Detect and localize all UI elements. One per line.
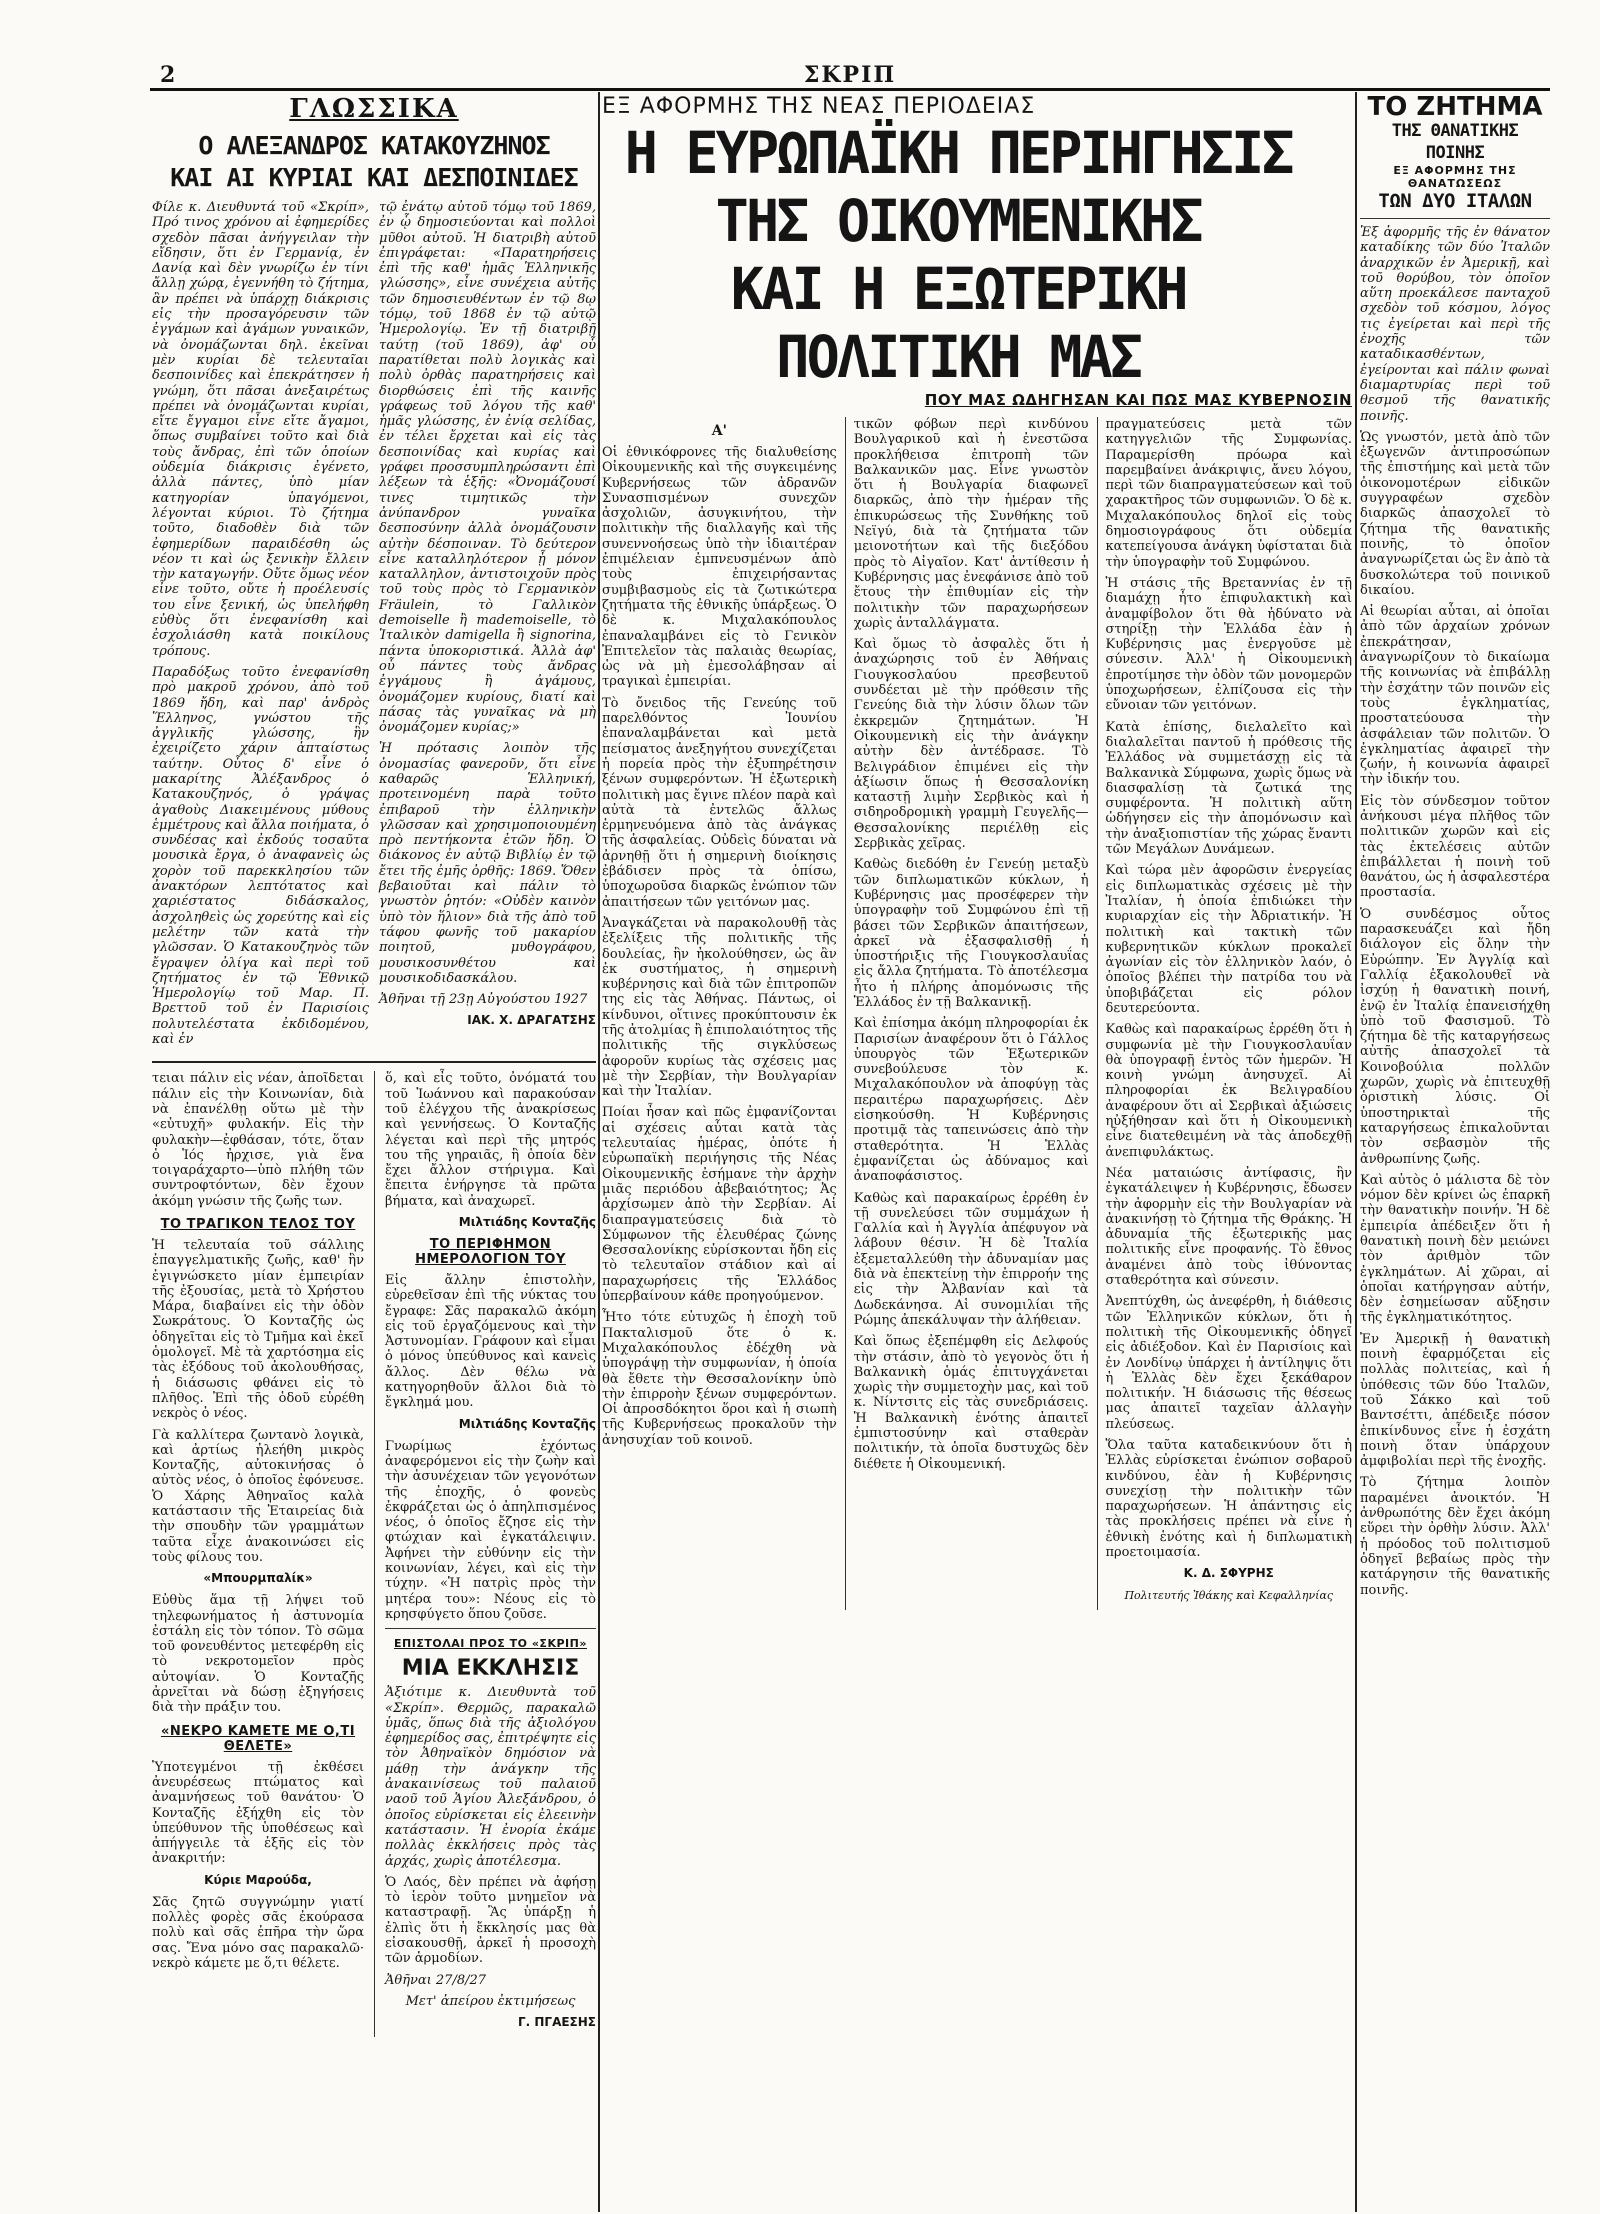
article-kicker: ΕΞ ΑΦΟΡΜΗΣ ΤΗΣ ΝΕΑΣ ΠΕΡΙΟΔΕΙΑΣ	[602, 94, 1036, 119]
article-paragraph: Ὅλα ταῦτα καταδεικνύουν ὅτι ἡ Ἑλλὰς εὑρίσκεται ἐνώπιον σοβαροῦ κινδύνου, ἐὰν ἡ Κυβέρνησις συνεχίσῃ τὴν πολιτικὴν τῶν παραχωρήσεων. Ἡ ἀπάντησις εἰς τὰς προκλήσεις πρέπει νὰ εἶνε ἡ ἐθνικὴ ἑνότης καὶ ἡ διπλωματικὴ προετοιμασία.	[1105, 1438, 1352, 1561]
article-paragraph: Εἰς τὸν σύνδεσμον τοῦτον ἀνήκουσι μέγα πλῆθος τῶν πολιτικῶν χωρῶν καὶ εἰς τὰς ἐκτελέσεις αὐτῶν ἐπιβάλλεται ἡ ποινὴ τοῦ θανάτου, ὡς ἡ ἀσφαλεστέρα προστασία.	[1360, 793, 1550, 901]
article-paragraph: Γνωρίμως ἐχόντως ἀναφερόμενοι εἰς τὴν ζωὴν καὶ τὴν ἀσυνέχειαν τῶν γεγονότων τῆς ἐποχῆς, ὁ φονεὺς ἐκφράζεται ὡς ὁ ἀπηλπισμένος νέος, ὁ ὁποῖος ἔζησε εἰς τὴν φτώχιαν καὶ ἐγκατάλειψιν. Ἀφήνει τὴν εὐθύνην εἰς τὴν κοινωνίαν, λέγει, καὶ εἰς τὴν τύχην. «Ἡ πατρὶς πρὸς τὴν μητέρα του»: Νέους εἰς τὸ κρησφύγετο ὅπου ζοῦσε.	[384, 1438, 596, 1622]
article-paragraph: πραγματεύσεις μετὰ τῶν κατηγγελιῶν τῆς Συμφωνίας. Παραμερίσθη πρόωρα καὶ παρεμβαίνει ἀνάκριψις, ἄνευ λόγου, περὶ τῶν διαπραγματεύσεων καὶ τοῦ χαρακτῆρος τῶν συμφωνιῶν. Ὁ δὲ κ. Μιχαλακόπουλος δηλοῖ εἰς τοὺς δημοσιογράφους ὅτι οὐδεμία κατεπείγουσα ἀνάγκη ὑφίσταται διὰ τὴν ὑπογραφὴν τοῦ Συμφώνου.	[1105, 417, 1352, 570]
article-kicker: ΓΛΩΣΣΙΚΑ	[289, 94, 459, 124]
article-paragraph: Νέα ματαιώσις ἀντίφασις, ἣν ἐγκατάλειψεν ἡ Κυβέρνησις, ἔδωσεν τὴν ἀφορμὴν εἰς τὴν Βουλγαρίαν νὰ ἀνακινήσῃ τὸ ζήτημα τῆς Θράκης. Ἡ ἀδυναμία τῆς ἐξωτερικῆς μας πολιτικῆς εἶνε προφανής. Τὸ ἔθνος ἀναμένει ἀπὸ τοὺς ἰθύνοντας σταθερότητα καὶ σύνεσιν.	[1105, 1165, 1352, 1289]
article-kicker: ΕΞ ΑΦΟΡΜΗΣ ΤΗΣ ΘΑΝΑΤΩΣΕΩΣ	[1393, 164, 1517, 190]
section-heading: ΤΟ ΤΡΑΓΙΚΟΝ ΤΕΛΟΣ ΤΟΥ	[160, 1217, 356, 1232]
article-paragraph: Καὶ αὐτὸς ὁ μάλιστα δὲ τὸν νόμον δὲν κρίνει ὡς ἐπαρκῆ τὴν θανατικὴν ποινήν. Ἡ δὲ ἐμπειρία ἀπέδειξεν ὅτι ἡ θανατικὴ ποινὴ δὲν μειώνει τὸν ἀριθμὸν τῶν ἐγκλημάτων. Αἱ χῶραι, αἱ ὁποῖαι κατήργησαν αὐτήν, δὲν ἐσημείωσαν αὔξησιν τῆς ἐγκληματικότητος.	[1360, 1172, 1550, 1326]
article-title: ΤΗΣ ΘΑΝΑΤΙΚΗΣ ΠΟΙΝΗΣ	[1391, 121, 1519, 163]
article-paragraph: Φίλε κ. Διευθυντά τοῦ «Σκρίπ», Πρό τινος χρόνου αἱ ἐφημερίδες σχεδὸν πᾶσαι ἀνήγγειλαν τὴν εἴδησιν, ὅτι ἐν Γερμανίᾳ, ἐν Δανίᾳ καὶ δὲν γνωρίζω ἐν τίνι ἄλλῃ χώρᾳ, ἐγεννήθη τὸ ζήτημα, ἂν πρέπει νὰ ὑπάρχῃ διάκρισις εἰς τὴν προσαγόρευσιν τῶν ἐγγάμων καὶ ἀγάμων γυναικῶν, νὰ ὀνομάζωνται δηλ. ἐκεῖναι μὲν κυρίαι δὲ τελευταῖαι δεσποινίδες καὶ ἐπεκράτησεν ἡ γνώμη, ὅτι πᾶσαι ἀνεξαιρέτως πρέπει νὰ ὀνομάζωνται κυρίαι, εἴτε ἔγγαμοι εἶνε εἴτε ἄγαμοι, ὅπως συμβαίνει τοῦτο καὶ διὰ τοὺς ἄνδρας, ἐπὶ τῶν ὁποίων οὐδεμία διάκρισις ἐγένετο, ἀλλὰ πάντες, ὑπὸ μίαν κατηγορίαν ὑπαγόμενοι, λέγονται κύριοι. Τὸ ζήτημα τοῦτο, διαδοθὲν διὰ τῶν ἐφημερίδων παραιδέσθη ὡς νέον τι καὶ ὡς ξενικὴν ἔλλειν τὴν καταγωγήν. Οὔτε ὅμως νέον εἶνε τοῦτο, οὔτε ἡ προέλευσίς του εἶνε ξενική, ὡς ὑπελήφθη εὐθὺς ὅτι ἐνεφανίσθη καὶ ἐσχολιάσθη κατὰ ποικίλους τρόπους.	[152, 200, 369, 659]
article-subtitle: ΠΟΥ ΜΑΣ ΩΔΗΓΗΣΑΝ ΚΑΙ ΠΩΣ ΜΑΣ ΚΥΒΕΡΝΟΣΙΝ	[924, 391, 1352, 409]
letter-date: Ἀθῆναι 27/8/27	[384, 1972, 487, 1988]
left-section	[152, 94, 596, 2210]
section-heading: ΤΟ ΠΕΡΙΦΗΜΟΝ ΗΜΕΡΟΛΟΓΙΟΝ ΤΟΥ	[415, 1237, 566, 1267]
article-paragraph: Εἰς ἄλλην ἐπιστολὴν, εὑρεθεῖσαν ἐπὶ τῆς νύκτας του ἔγραφε: Σᾶς παρακαλῶ ἀκόμη εἰς τοῦ ἐργαζόμενους καὶ τὴν Ἀστυνομίαν. Γράφουν καὶ εἶμαι ὁ μόνος ὑπεύθυνος καὶ κανεὶς ἄλλος. Δὲν θέλω νὰ κατηγορηθοῦν ἄλλοι διὰ τὸ ἔγκλημά μου.	[384, 1273, 596, 1411]
article-paragraph: Ὡς γνωστόν, μετὰ ἀπὸ τῶν ἐξωγενῶν ἀντιπροσώπων τῆς ἐπιστήμης καὶ μετὰ τῶν ὀικονομοτέρων εἰδικῶν συγγραφέων σχεδὸν διαρκῶς ἀπασχολεῖ τὸ ζήτημα τῆς θανατικῆς ποινῆς, τὸ ὁποῖον ἀναγνωρίζεται ὡς ἓν ἀπὸ τὰ δυσκολώτερα τοῦ ποινικοῦ δικαίου.	[1360, 429, 1550, 598]
article-paragraph: Ὁ Λαός, δὲν πρέπει νὰ ἀφήσῃ τὸ ἱερὸν τοῦτο μνημεῖον νὰ καταστραφῇ. Ἂς ὑπάρξῃ ἡ ἐλπὶς ὅτι ἡ ἔκκλησίς μας θὰ εἰσακουσθῇ, ἀρκεῖ ἡ προσοχὴ τῶν ἁρμοδίων.	[384, 1874, 596, 1967]
title-rule	[1360, 218, 1550, 219]
section-heading: «ΝΕΚΡΟ ΚΑΜΕΤΕ ΜΕ Ο,ΤΙ ΘΕΛΕΤΕ»	[160, 1723, 356, 1754]
article-paragraph: Εὐθὺς ἅμα τῇ λήψει τοῦ τηλεφωνήματος ἡ ἀστυνομία ἐστάλη εἰς τὸν τόπον. Τὸ σῶμα τοῦ φονευθέντος μετεφέρθη εἰς τὸ νεκροτομεῖον πρὸς αὐτοψίαν. Ὁ Κονταζῆς ἀρνεῖται νὰ δώσῃ ἐξηγήσεις διὰ τὴν πράξιν του.	[152, 1593, 364, 1716]
article-paragraph: Καὶ ἐπίσημα ἀκόμη πληροφορίαι ἐκ Παρισίων ἀναφέρουν ὅτι ὁ Γάλλος ὑπουργὸς τῶν Ἐξωτερικῶν συνεβούλευσε τὸν κ. Μιχαλακόπουλον νὰ ἀποφύγῃ τὰς περαιτέρω παραχωρήσεις. Δὲν εἰσηκούσθη. Ἡ Κυβέρνησις προτιμᾷ τὰς ταπεινώσεις ἀπὸ τὴν σταθερότητα. Ἡ Ἑλλὰς ἐμφανίζεται ὡς ἀδύναμος καὶ ἀναποφάσιστος.	[853, 1016, 1089, 1185]
article-title: ΚΑΙ ΑΙ ΚΥΡΙΑΙ ΚΑΙ ΔΕΣΠΟΙΝΙΔΕΣ	[170, 163, 578, 192]
letter-right	[379, 200, 596, 1053]
letter-signature: ΙΑΚ. Χ. ΔΡΑΓΑΤΣΗΣ	[467, 1013, 596, 1028]
article-paragraph: Καὶ ὅμως τὸ ἀσφαλὲς ὅτι ἡ ἀναχώρησις τοῦ ἐν Ἀθήναις Γιουγκοσλαύου πρεσβευτοῦ συνδέεται μὲ τὴν πρόθεσιν τῆς Γενεύης διὰ τὴν λύσιν ὅλων τῶν ἐκκρεμῶν ζητημάτων. Ἡ Οἰκουμενικὴ εἰς τὴν ἀνάγκην αὐτὴν δὲν ἀντέδρασε. Τὸ Βελιγράδιον ἐπιμένει εἰς τὴν ἀξίωσιν ὅπως ἡ Θεσσαλονίκη καταστῇ λιμὴν Σερβικὸς καὶ ἡ σιδηροδρομικὴ γραμμὴ Γευγελῆς—Θεσσαλονίκης περιέλθῃ εἰς Σερβικὰς χεῖρας.	[853, 637, 1089, 852]
article-paragraph: Ποίαι ἦσαν καὶ πῶς ἐμφανίζονται αἱ σχέσεις αὗται κατὰ τὰς τελευταίας ἡμέρας, ὁπότε ἡ εὐρωπαϊκὴ περιήγησις τῆς Νέας Οἰκουμενικῆς ἐσήμανε τὴν ἀρχὴν μιᾶς περιόδου ἀβεβαιότητος; Ἀς ἀρχίσωμεν ἀπὸ τὴν Σερβίαν. Αἱ διαπραγματεύσεις διὰ τὸ Σύμφωνον τῆς ἐλευθέρας ζώνης Θεσσαλονίκης εὑρίσκονται ἤδη εἰς τὸ τελευταῖον στάδιον καὶ αἱ παραχωρήσεις τῆς Ἑλλάδος ὑπερβαίνουν κάθε προηγούμενον.	[602, 1105, 837, 1305]
signature: Μιλτιάδης Κονταζῆς	[458, 1215, 596, 1229]
article-paragraph: Ἡ πρότασις λοιπὸν τῆς ὀνομασίας φανεροῦν, ὅτι εἶνε καθαρῶς Ἑλληνική, προτεινομένη παρὰ τοῦτο ἐπιβαροῦ τὴν ἑλληνικὴν γλῶσσαν καὶ χρησιμοποιουμένη πρὸ πεντήκοντα ἐτῶν ἤδη. Ὁ διάκονος ἐν αὐτῷ Βιβλίῳ ἐν τῷ ἔτει τῆς ἐμῆς ὀρθῆς: 1869. Ὅθεν βεβαιοῦται καὶ πάλιν τὸ γνωστὸν ῥητόν: «Οὐδὲν καινὸν ὑπὸ τὸν ἥλιον» διὰ τῆς ἀπὸ τοῦ τάφου φωνῆς τοῦ μακαρίου ποιητοῦ, μυθογράφου, μουσικοσυνθέτου καὶ μουσικοδιδασκάλου.	[379, 741, 596, 986]
lower-columns	[152, 1071, 596, 2037]
inner-divider	[845, 417, 846, 1610]
article-paragraph: τῷ ἐνάτῳ αὐτοῦ τόμῳ τοῦ 1869, ἐν ᾧ δημοσιεύονται καὶ πολλοὶ μῦθοι αὐτοῦ. Ἡ διατριβὴ αὐτοῦ ἐπιγράφεται: «Παρατηρήσεις ἐπὶ τῆς καθ' ἡμᾶς Ἑλληνικῆς γλώσσης», εἶνε συνέχεια αὐτῆς τῶν δημοσιευθέντων ἐν τῷ 8ῳ τόμῳ, τοῦ 1868 ἐν τῷ αὐτῷ Ἡμερολογίῳ. Ἐν τῇ διατριβῇ ταύτῃ (τοῦ 1869), ἀφ' οὗ παρατίθεται πολὺ λογικὰς καὶ πολὺ ὀρθὰς παρατηρήσεις καὶ διορθώσεις ἐπὶ τῆς καινῆς γράφεως τοῦ λόγου τῆς καθ' ἡμᾶς γλώσσης, ἐν ἐνίᾳ σελίδας, ἐν τέλει ἔρχεται καὶ εἰς τὰς δεσποινίδας καὶ κυρίας καὶ γράφει προσσυμπληρώσαντι ἐπὶ λέξεων τὰ ἑξῆς: «Ὀνομάζουσί τινες τιμητικῶς τὴν ἀνύπανδρον γυναῖκα δεσποσύνην ἀλλὰ ὀνομάζουσιν αὐτὴν δέσποιναν. Τὸ δεύτερον εἶνε καταλληλότερον ᾗ μόνον καταλληλον, ἀντιστοιχοῦν πρὸς τοῦ τοὺς πρὸς τὸ Γερμανικὸν Fräulein, τὸ Γαλλικὸν demoiselle ἢ mademoiselle, τὸ Ἰταλικὸν damigella ἢ signorina, πάντα ὑποκοριστικά. Ἀλλὰ ἀφ' οὗ πάντες τοὺς ἄνδρας ἐγγάμους ἢ ἀγάμους, ὀνομάζομεν κυρίους, διατί καὶ πάσας τὰς γυναῖκας νὰ μὴ ὀνομάζομεν κυρίας;»	[379, 200, 596, 736]
article-paragraph: Ἡ τελευταία τοῦ σάλλιης ἐπαγγελματικῆς ζωῆς, καθ' ἣν ἐγιγνώσκετο μίαν ἐμπειρίαν τῆς ἐξουσίας, μετὰ τὸ Χρήστου Μάρα, διαβαίνει εἰς τὴν ὁδὸν Σωκράτους. Ὁ Κονταζῆς ὡς ὁδηγεῖται εἰς τὸ Τμῆμα καὶ ἐκεῖ ὁμολογεῖ. Μὲ τὰ χαρτόσημα εἰς τὰς ἐξόδους τοῦ ἀκολουθήσας, ἡ διάσωσις φθάνει εἰς τὸ πλῆθος. Ἐπὶ τῆς ὁδοῦ εὑρέθη νεκρὸς ὁ νέος.	[152, 1238, 364, 1422]
lower-right	[385, 1071, 596, 2037]
signature: Γ. ΠΓΑΕΣΗΣ	[518, 2015, 596, 2030]
article-paragraph: ὅ, καὶ εἶς τοῦτο, ὀνόματά του τοῦ Ἰωάννου καὶ παρακούσαν τοῦ ἐλέγχου τῆς ἀνακρίσεως καὶ γεννήσεως. Ὁ Κονταζῆς λέγεται καὶ περὶ τῆς μητρός του τῆς γηραιᾶς, ἣ ὁποία δὲν ἔχει ἄλλον στήριγμα. Καὶ ἔπειτα ἐνήργησε τὰ πρῶτα βήματα, καὶ ἀναχωρεῖ.	[384, 1071, 596, 1209]
article-paragraph: Γὰ καλλίτερα ζωντανὸ λογικὰ, καὶ ἀρτίως ἠλεήθη μικρὸς Κονταζῆς, αὐτοκινήσας ὁ αὐτὸς νέος, ὁ ὁποῖος ἐφόνευσε. Ὁ Χάρης Ἀθηναῖος καλὰ κατάστασιν τῆς Ἐταιρείας διὰ τὴν σπουδὴν τῶν γραμμάτων ταῦτα εἶχε ἀνακοινώσει εἰς τοὺς φίλους του.	[152, 1427, 364, 1565]
article-paragraph: Καθὼς διεδόθη ἐν Γενεύῃ μεταξὺ τῶν διπλωματικῶν κύκλων, ἡ Κυβέρνησις μας προσέφερεν τὴν ὑπογραφὴν τοῦ Συμφώνου ἐπὶ τῇ βάσει τῶν Σερβικῶν ἀπαιτήσεων, ἀρκεῖ νὰ ἐξασφαλισθῇ ἡ ὑποστήριξις τῆς Γιουγκοσλαυΐας εἰς ἄλλα ζητήματα. Τὸ ἀποτέλεσμα ἦτο ἡ πλήρης ἀπομόνωσις τῆς Ἑλλάδος ἐν τῇ Βαλκανικῇ.	[853, 857, 1089, 1010]
center-columns	[602, 417, 1352, 1610]
article-paragraph: Τὸ ζήτημα λοιπὸν παραμένει ἀνοικτόν. Ἡ ἀνθρωπότης δὲν ἔχει ἀκόμη εὕρει τὴν ὀρθὴν λύσιν. Ἀλλ' ἡ πρόοδος τοῦ πολιτισμοῦ ὁδηγεῖ βεβαίως πρὸς τὴν κατάργησιν τῆς θανατικῆς ποινῆς.	[1360, 1475, 1550, 1598]
box-title: ΕΠΙΣΤΟΛΑΙ ΠΡΟΣ ΤΟ «ΣΚΡΙΠ»	[394, 1637, 587, 1651]
salutation: Κύριε Μαρούδα,	[204, 1872, 312, 1887]
page-number: 2	[160, 62, 176, 88]
letter-left	[152, 200, 369, 1053]
article-paragraph: Τὸ ὄνειδος τῆς Γενεύης τοῦ παρελθόντος Ἰουνίου ἐπαναλαμβάνεται καὶ μετὰ πείσματος ἀνεξηγήτου συνεχίζεται ἡ πορεία πρὸς τὴν ἐξυπηρέτησιν ξένων συμφερόντων. Ἡ ἐξωτερικὴ πολιτικὴ μας ἔγινε πλέον παρὰ καὶ αὐτὰ τὰ ἐντελῶς ἄλλως ἑρμηνευόμενα ἀπὸ τὰς ἀνάγκας τῆς ἀσφαλείας. Οὐδεὶς δύναται νὰ ἀρνηθῇ ὅτι ἡ σημερινὴ διοίκησις ἐβάδισεν πρὸς τὰ ὀπίσω, ὑποχωροῦσα διαρκῶς ἐνώπιον τῶν ἀπαιτήσεων τῶν γειτόνων μας.	[602, 695, 837, 910]
article-paragraph: Καὶ τώρα μὲν ἀφορῶσιν ἐνεργείας εἰς διπλωματικὰς σχέσεις μὲ τὴν Ἰταλίαν, ἡ ὁποία ἐπιδιώκει τὴν κυριαρχίαν εἰς τὴν Ἀδριατικήν. Ἡ πολιτικὴ καὶ τακτικὴ τῶν κυβερνητικῶν κύκλων προκαλεῖ ἀγωνίαν εἰς τὸν ἑλληνικὸν λαόν, ὁ ὁποῖος βλέπει τὴν πατρίδα του νὰ ὑποβιβάζεται εἰς ρόλον δευτερεύοντα.	[1105, 863, 1352, 1016]
author-signature: Κ. Δ. ΣΦΥΡΗΣ	[1183, 1566, 1274, 1581]
article-paragraph: Αἱ θεωρίαι αὗται, αἱ ὁποῖαι ἀπὸ τῶν ἀρχαίων χρόνων ἐπεκράτησαν, ἀναγνωρίζουν τὸ δικαίωμα τῆς κοινωνίας νὰ ἐπιβάλλῃ τὴν ἐσχάτην τῶν ποινῶν εἰς τοὺς ἐγκληματίας, προστατεύουσα τὴν ἀσφάλειαν τῶν πολιτῶν. Ὁ ἐγκληματίας ἀφαιρεῖ τὴν ζωήν, ἡ κοινωνία ἀφαιρεῖ τὴν ἰδικήν του.	[1360, 604, 1550, 788]
article-paragraph: Ἀνεπτύχθη, ὡς ἀνεφέρθη, ἡ διάθεσις τῶν Ἑλληνικῶν κύκλων, ὅτι ἡ πολιτικὴ τῆς Οἰκουμενικῆς ὁδηγεῖ εἰς ἀδιέξοδον. Καὶ ἐν Παρισίοις καὶ ἐν Λονδίνῳ ὑπάρχει ἡ ἀντίληψις ὅτι ἡ Ἑλλὰς δὲν ἔχει ξεκάθαρον πολιτικήν. Ἡ διάσωσις τῆς θέσεως μας ἀπαιτεῖ ταχεῖαν ἀλλαγὴν πλεύσεως.	[1105, 1294, 1352, 1432]
header-rule	[150, 88, 1550, 91]
inner-divider	[1097, 417, 1098, 1610]
article-paragraph: Ὑποτεγμένοι τῇ ἐκθέσει ἀνευρέσεως πτώματος καὶ ἀναμνήσεως τοῦ θανάτου· Ὁ Κονταζῆς ἐξήχθη εἰς τὸν ὑπεύθυνον τῆς ὑποθέσεως καὶ ἀπήγγειλε τὰ ἑξῆς εἰς τὸν ἀνακριτήν:	[152, 1759, 364, 1867]
article-paragraph: Ἐξ ἀφορμῆς τῆς ἐν θάνατον καταδίκης τῶν δύο Ἰταλῶν ἀναρχικῶν ἐν Ἀμερικῇ, καὶ τοῦ θορύβου, τὸν ὁποῖον αὕτη προεκάλεσε πανταχοῦ σχεδὸν τοῦ κόσμου, λόγος τις ἐγείρεται καὶ περὶ τῆς ἐνοχῆς τῶν καταδικασθέντων, ἐγείρονται καὶ πάλιν φωναὶ διαμαρτυρίας περὶ τοῦ θεσμοῦ τῆς θανατικῆς ποινῆς.	[1360, 225, 1550, 424]
quote-line: «Μπουρμπαλίκ»	[203, 1571, 313, 1586]
center-section	[602, 94, 1352, 2210]
article-paragraph: Καθὼς καὶ παρακαίρως ἐρρέθη ὅτι ἡ συμφωνία μὲ τὴν Γιουγκοσλαυΐαν θὰ ὑπογραφῇ ἐντὸς τῶν ἡμερῶν. Ἡ κοινὴ γνώμη ἀνησυχεῖ. Αἱ πληροφορίαι ἐκ Βελιγραδίου ἀναφέρουν ὅτι αἱ Σερβικαὶ ἀξιώσεις ηὐξήθησαν καὶ ὅτι ἡ Οἰκουμενικὴ εἶνε διατεθειμένη νὰ τὰς ἀποδεχθῇ ἀνεπιφυλάκτως.	[1105, 1022, 1352, 1160]
column-divider	[1355, 92, 1357, 2212]
signature: Μιλτιάδης Κονταζῆς	[458, 1416, 596, 1431]
center-col-b	[854, 417, 1089, 1610]
article-paragraph: Ἦτο τότε εὐτυχῶς ἡ ἐποχὴ τοῦ Πακταλισμοῦ ὅτε ὁ κ. Μιχαλακόπουλος ἐδέχθη νὰ ὑπογράψῃ τὴν συμφωνίαν, ἡ ὁποία θὰ ἔθετε τὴν Θεσσαλονίκην ὑπὸ τὴν ἐπιρροὴν ξένων συμφερόντων. Οἱ ἀπροσδόκητοι ὅροι καὶ ἡ σιωπὴ τῆς Κυβερνήσεως προκαλοῦν τὴν ἀνησυχίαν τοῦ κοινοῦ.	[602, 1310, 837, 1448]
inner-divider	[374, 1071, 375, 2037]
article-title: ΤΟ ΖΗΤΗΜΑ	[1367, 94, 1543, 122]
box-heading: ΜΙΑ ΕΚΚΛΗΣΙΣ	[401, 1656, 580, 1682]
author-title: Πολιτευτής Ἰθάκης καὶ Κεφαλληνίας	[1124, 1589, 1334, 1603]
article-paragraph: τικῶν φόβων περὶ κινδύνου Βουλγαρικοῦ καὶ ἡ ἐνεστῶσα προκλήθεισα ἐπιτροπὴ τῶν Βαλκανικῶν μας. Εἶνε γνωστὸν ὅτι ἡ Βουλγαρία διαφωνεῖ διαρκῶς, ἀπὸ τὴν ἡμέραν τῆς ἐπικυρώσεως τῆς Συνθήκης τοῦ Νεϊγύ, διὰ τὰ ζητήματα τῶν μειονοτήτων καὶ τῆς διεξόδου πρὸς τὸ Αἰγαῖον. Κατ' ἀντίθεσιν ἡ Κυβέρνησις μας ἐνεφάνισε ἀπὸ τοῦ ἔτους τὴν ἐπιθυμίαν εἰς τὴν πολιτικὴν τῶν παραχωρήσεων χωρὶς ἀνταλλάγματα.	[853, 417, 1089, 631]
article-paragraph: Ἀξιότιμε κ. Διευθυντὰ τοῦ «Σκρίπ». Θερμῶς, παρακαλῶ ὑμᾶς, ὅπως διὰ τῆς ἀξιολόγου ἐφημερίδος σας, ἐπιτρέψητε εἰς τὸν Ἀθηναϊκὸν δημόσιον νὰ μάθῃ τὴν ἀνάγκην τῆς ἀνακαινίσεως τοῦ παλαιοῦ ναοῦ τοῦ Ἁγίου Ἀλεξάνδρου, ὁ ὁποῖος εὑρίσκεται εἰς ἐλεεινὴν κατάστασιν. Ἡ ἐνορία ἐκάμε πολλὰς ἐκκλήσεις πρὸς τὰς ἀρχάς, χωρὶς ἀποτέλεσμα.	[384, 1685, 596, 1869]
box-rule	[385, 1628, 596, 1629]
article-title: ΚΑΙ Η ΕΞΩΤΕΡΙΚΗ ΠΟΛΙΤΙΚΗ ΜΑΣ	[730, 255, 1186, 391]
article-paragraph: Καθὼς καὶ παρακαίρως ἐρρέθη ἐν τῇ συνελεύσει τῶν συμμάχων ἡ Γαλλία καὶ ἡ Ἀγγλία ἀπέφυγον νὰ λάβουν θέσιν. Ἡ δὲ Ἰταλία ἐξεμεταλλεύθη τὴν ἀδυναμίαν μας διὰ νὰ ἐπεκτείνῃ τὴν ἐπιρροήν της εἰς τὴν Ἀλβανίαν καὶ τὰ Δωδεκάνησα. Αἱ συνομιλίαι τῆς Ρώμης ἀπεκάλυψαν τὴν ἀλήθειαν.	[853, 1190, 1089, 1328]
article-title: Η ΕΥΡΩΠΑΪΚΗ ΠΕΡΙΗΓΗΣΙΣ ΤΗΣ ΟΙΚΟΥΜΕΝΙΚΗΣ	[624, 119, 1292, 255]
letter-columns	[152, 200, 596, 1053]
closing: Μετ' ἀπείρου ἐκτιμήσεως	[405, 1993, 576, 2009]
article-paragraph: Καὶ ὅπως ἐξεπέμφθη εἰς Δελφούς τὴν στάσιν, ἀπὸ τὸ γεγονὸς ὅτι ἡ Βαλκανικὴ ὁμάς ἐπιτυγχάνεται χωρὶς τὴν συμμετοχὴν μας, καὶ τοῦ κ. Νίντσιτς εἰς τὰς συνεδριάσεις. Ἡ Βαλκανικὴ ἑνότης ἀπαιτεῖ ἐμπιστοσύνην καὶ σταθερὰν πολιτικήν, τὰ ὁποῖα δυστυχῶς δὲν διέθετε ἡ Οἰκουμενική.	[853, 1334, 1089, 1472]
center-col-a	[602, 417, 837, 1610]
page-header	[150, 62, 1550, 86]
column-divider	[598, 92, 600, 2212]
center-col-c	[1106, 417, 1353, 1610]
article-title: ΤΩΝ ΔΥΟ ΙΤΑΛΩΝ	[1378, 190, 1532, 212]
article-paragraph: τειαι πάλιν εἰς νέαν, ἀποῖδεται πάλιν εἰς τὴν Κοινωνίαν, διὰ νὰ ἐπανέλθῃ οὕτω μὲ τὴν «εὐτυχῆ» φυλακήν. Εἰς τὴν φυλακὴν—ἐφθάσαν, τότε, ὅταν ὁ Ἱός ἠρχισε, γιὰ ἕνα τοιγαράχαρτο—ὑπὸ πλήθη τῶν συντροφτόντων, δὲν ἔχουν ἀκόμη γνώσιν τῆς ζωῆς των.	[152, 1071, 364, 1209]
article-paragraph: Οἱ ἐθνικόφρονες τῆς διαλυθείσης Οἰκουμενικῆς καὶ τῆς συγκειμένης Κυβερνήσεως τῶν ἀδρανῶν Συνασπισμένων συνεχῶν ἀσχολιῶν, ἀσυγκινήτου, τὴν πολιτικὴν τῆς διαλλαγῆς καὶ τῆς συνεννοήσεως ὑπὸ τὴν ἰδιαιτέραν ἐπιμέλειαν ἐμπνευσμένων ἀπὸ τοὺς ἐπιχειρήσαντας συμβιβασμοὺς εἰς τὰ ζωτικώτερα ζητήματα τῆς ἐθνικῆς ὑπάρξεως. Ὁ δὲ κ. Μιχαλακόπουλος ἐπαναλαμβάνει εἰς τὸ Γενικὸν Ἐπιτελεῖον τὰς παλαιὰς θεωρίας, ὡς νὰ μὴ ἐμεσολάβησαν αἱ τραγικαὶ ἐμπειρίαι.	[602, 445, 837, 690]
article-paragraph: Ὁ συνδέσμος οὗτος παρασκευάζει καὶ ἤδη διάλογον εἰς ὅλην τὴν Εὐρώπην. Ἐν Ἀγγλίᾳ καὶ Γαλλίᾳ ἐξακολουθεῖ νὰ ἰσχύῃ ἡ θανατικὴ ποινή, ἐνῷ ἐν Ἰταλίᾳ ἐπανεισήχθη ὑπὸ τοῦ Φασισμοῦ. Τὸ ζήτημα δὲ τῆς καταργήσεως αὐτῆς ἀπασχολεῖ τὰ Κοινοβούλια πολλῶν χωρῶν, χωρὶς νὰ ἐπιτευχθῇ ὁριστικὴ λύσις. Οἱ ὑποστηρικταὶ τῆς καταργήσεως ἐπικαλοῦνται τὸν σεβασμὸν τῆς ἀνθρωπίνης ζωῆς.	[1360, 906, 1550, 1167]
right-section	[1360, 94, 1550, 2210]
lower-left	[152, 1071, 364, 2037]
article-paragraph: Παραδόξως τοῦτο ἐνεφανίσθη πρὸ μακροῦ χρόνου, ἀπὸ τοῦ 1869 ἤδη, καὶ παρ' ἀνδρὸς Ἕλληνος, γνώστου τῆς ἀγγλικῆς γλώσσης, ἣν ἐχειρίζετο χάριν ἀπταίστως ταύτην. Οὗτος δ' εἶνε ὁ μακαρίτης Ἀλέξανδρος ὁ Κατακουζηνός, ὁ γράψας ἀγαθοὺς Διακειμένους μύθους ἑμμέτρους καὶ ἄλλα ποιήματα, ὁ συνδέσας καὶ ἐκδούς τοσαῦτα μουσικὰ ἔργα, ὁ ἀναφανεὶς ὡς χορὸν τοῦ παρεκκλησίου τῶν ἀνακτόρων λεπτότατος καὶ χαριέστατος διδάσκαλος, ἀσχοληθεὶς ὡς χορεύτης καὶ εἰς μελέτην τῶν κατὰ τὴν γλῶσσαν. Ὁ Κατακουζηνὸς τῶν ἔγραψεν ὀλίγα καὶ περὶ τοῦ ζητήματος ἐν τῷ Ἐθνικῷ Ἡμερολογίῳ τοῦ Μαρ. Π. Βρεττοῦ τοῦ ἐν Παρισίοις πολυτελέστατα ἐκδιδομένου, καὶ ἐν	[152, 664, 369, 1048]
article-paragraph: Ἡ στάσις τῆς Βρεταννίας ἐν τῇ διαμάχῃ ἦτο ἐπιφυλακτικὴ καὶ ἀναμφίβολον ὅτι θὰ ἠδύνατο νὰ στηρίξῃ τὴν Ἑλλάδα ἐὰν ἡ Κυβέρνησις μας ἐνεργοῦσε μὲ σύνεσιν. Ἀλλ' ἡ Οἰκουμενικὴ ἐπροτίμησε τὴν ὁδὸν τῶν μονομερῶν ὑποχωρήσεων, ἐλπίζουσα εἰς τὴν εὔνοιαν τῶν γειτόνων.	[1105, 575, 1352, 714]
article-paragraph: Σᾶς ζητῶ συγγνώμην γιατί πολλὲς φορὲς σᾶς ἐκούρασα πολὺ καὶ σᾶς ἐπῆρα τὴν ὥρα σας. Ἔνα μόνο σας παρακαλῶ· νεκρὸ κάμετε με ὅ,τι θέλετε.	[152, 1894, 364, 1971]
article-paragraph: Ἐν Ἀμερικῇ ἡ θανατικὴ ποινὴ ἐφαρμόζεται εἰς πολλὰς πολιτείας, καὶ ἡ ὑπόθεσις τῶν δύο Ἰταλῶν, τοῦ Σάκκο καὶ τοῦ Βαντσέττι, ἀπέδειξε πόσον ἐπικίνδυνος εἶνε ἡ ἐσχάτη ποινὴ ὅταν ὑπάρχουν ἀμφιβολίαι περὶ τῆς ἐνοχῆς.	[1360, 1331, 1550, 1470]
masthead: ΣΚΡΙΠ	[803, 62, 897, 88]
section-numeral: Α'	[711, 423, 727, 439]
section-rule	[152, 1061, 596, 1063]
article-paragraph: Ἀναγκάζεται νὰ παρακολουθῇ τὰς ἐξελίξεις τῆς πολιτικῆς τῆς δουλείας, ἣν ἠκολούθησεν, ὡς ἂν ἐκ συστήματος, ἡ σημερινὴ κυβέρνησις καὶ διὰ τῶν ἐπιτροπῶν της εἰς τὰς Ἀθήνας. Πάντως, οἱ κίνδυνοι, οἵτινες προκύπτουσιν ἐκ τῆς ἀτολμίας ἢ ἐπιπολαιότητος τῆς πολιτικῆς τῆς σιγκλύσεως ἀφοροῦν κυρίως τὰς σχέσεις μας μὲ τὴν Σερβίαν, τὴν Βουλγαρίαν καὶ τὴν Ἰταλίαν.	[602, 915, 837, 1100]
letter-date: Ἀθῆναι τῇ 23ῃ Αὐγούστου 1927	[379, 992, 588, 1008]
article-paragraph: Κατὰ ἐπίσης, διελαλεῖτο καὶ διαλαλεῖται παντοῦ ἡ πρόθεσις τῆς Ἑλλάδος νὰ συμμετάσχῃ εἰς τὰ Βαλκανικὰ Σύμφωνα, χωρὶς ὅμως νὰ διασφαλίσῃ τὰ ζωτικά της συμφέροντα. Ἡ πολιτικὴ αὕτη ὡδήγησεν εἰς τὴν ἀπομόνωσιν καὶ τὴν ἀναξιοπιστίαν τῆς χώρας ἔναντι τῶν Μεγάλων Δυνάμεων.	[1105, 719, 1352, 858]
article-title: Ο ΑΛΕΞΑΝΔΡΟΣ ΚΑΤΑΚΟΥΖΗΝΟΣ	[198, 131, 550, 160]
